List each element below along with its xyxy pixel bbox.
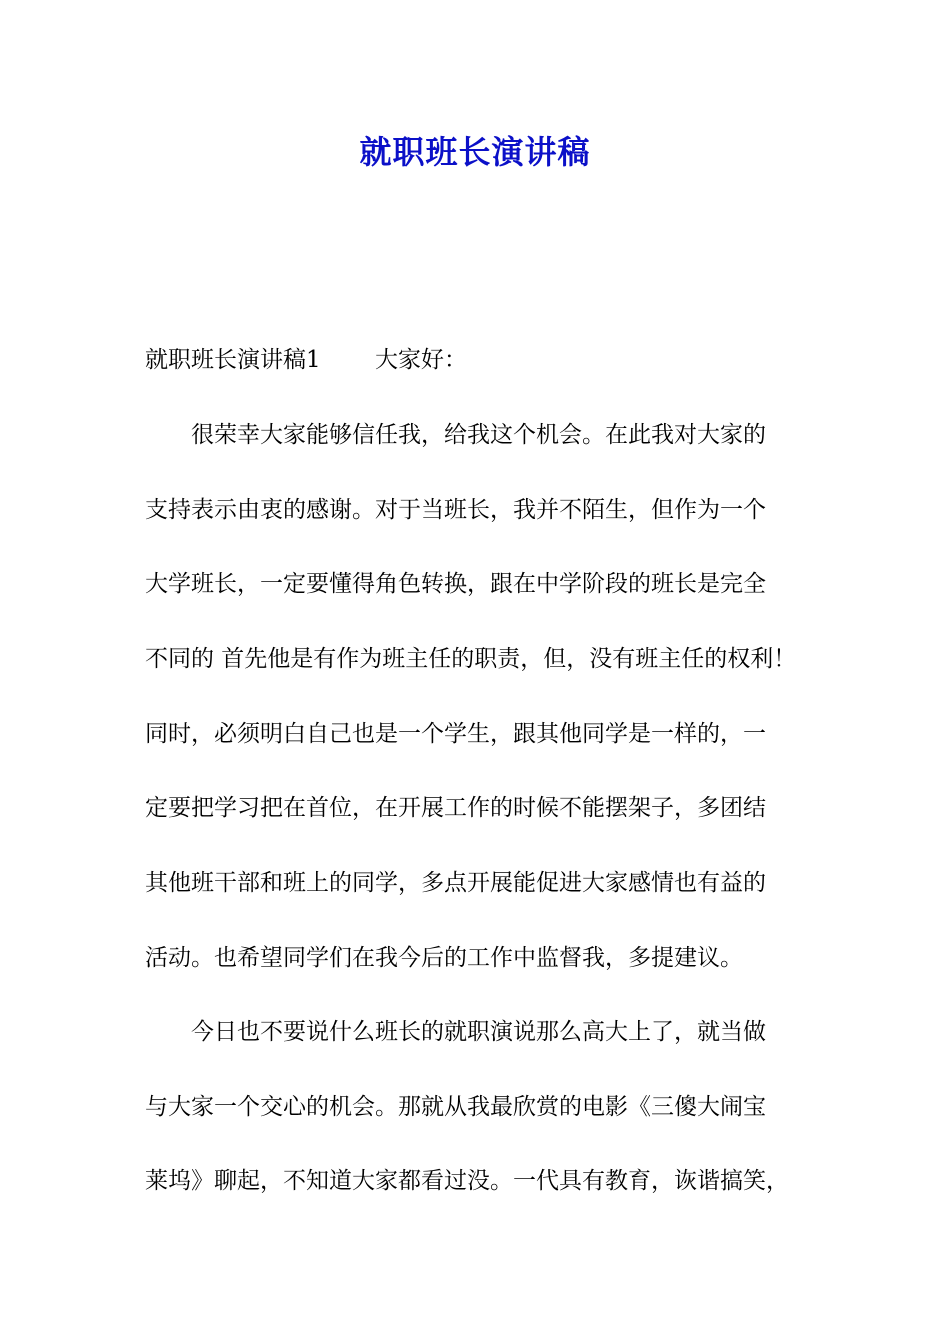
heading-line: [145, 343, 825, 377]
paragraph-line: 今日也不要说什么班长的就职演说那么高大上了，就当做: [145, 1019, 766, 1045]
paragraph-line: 其他班干部和班上的同学，多点开展能促进大家感情也有益的: [145, 870, 766, 896]
paragraph-line: 大学班长，一定要懂得角色转换，跟在中学阶段的班长是完全: [145, 571, 766, 597]
document-title: 就职班长演讲稿: [359, 133, 591, 171]
paragraph-line: 同时，必须明白自己也是一个学生，跟其他同学是一样的，一: [145, 721, 766, 747]
paragraph-line: 不同的 首先他是有作为班主任的职责，但，没有班主任的权利！: [145, 646, 797, 672]
paragraph-line: 活动。也希望同学们在我今后的工作中监督我，多提建议。: [145, 945, 743, 971]
paragraph-line: 与大家一个交心的机会。那就从我最欣赏的电影《三傻大闹宝: [145, 1094, 766, 1120]
paragraph-line: 很荣幸大家能够信任我，给我这个机会。在此我对大家的: [145, 422, 766, 448]
paragraph-line: 定要把学习把在首位，在开展工作的时候不能摆架子，多团结: [145, 795, 766, 821]
paragraph-line: 莱坞》聊起，不知道大家都看过没。一代具有教育，诙谐搞笑，: [145, 1168, 789, 1194]
greeting-text: 大家好：: [375, 347, 467, 373]
paragraph-line: 支持表示由衷的感谢。对于当班长，我并不陌生，但作为一个: [145, 497, 766, 523]
heading-label: 就职班长演讲稿1: [145, 347, 321, 373]
